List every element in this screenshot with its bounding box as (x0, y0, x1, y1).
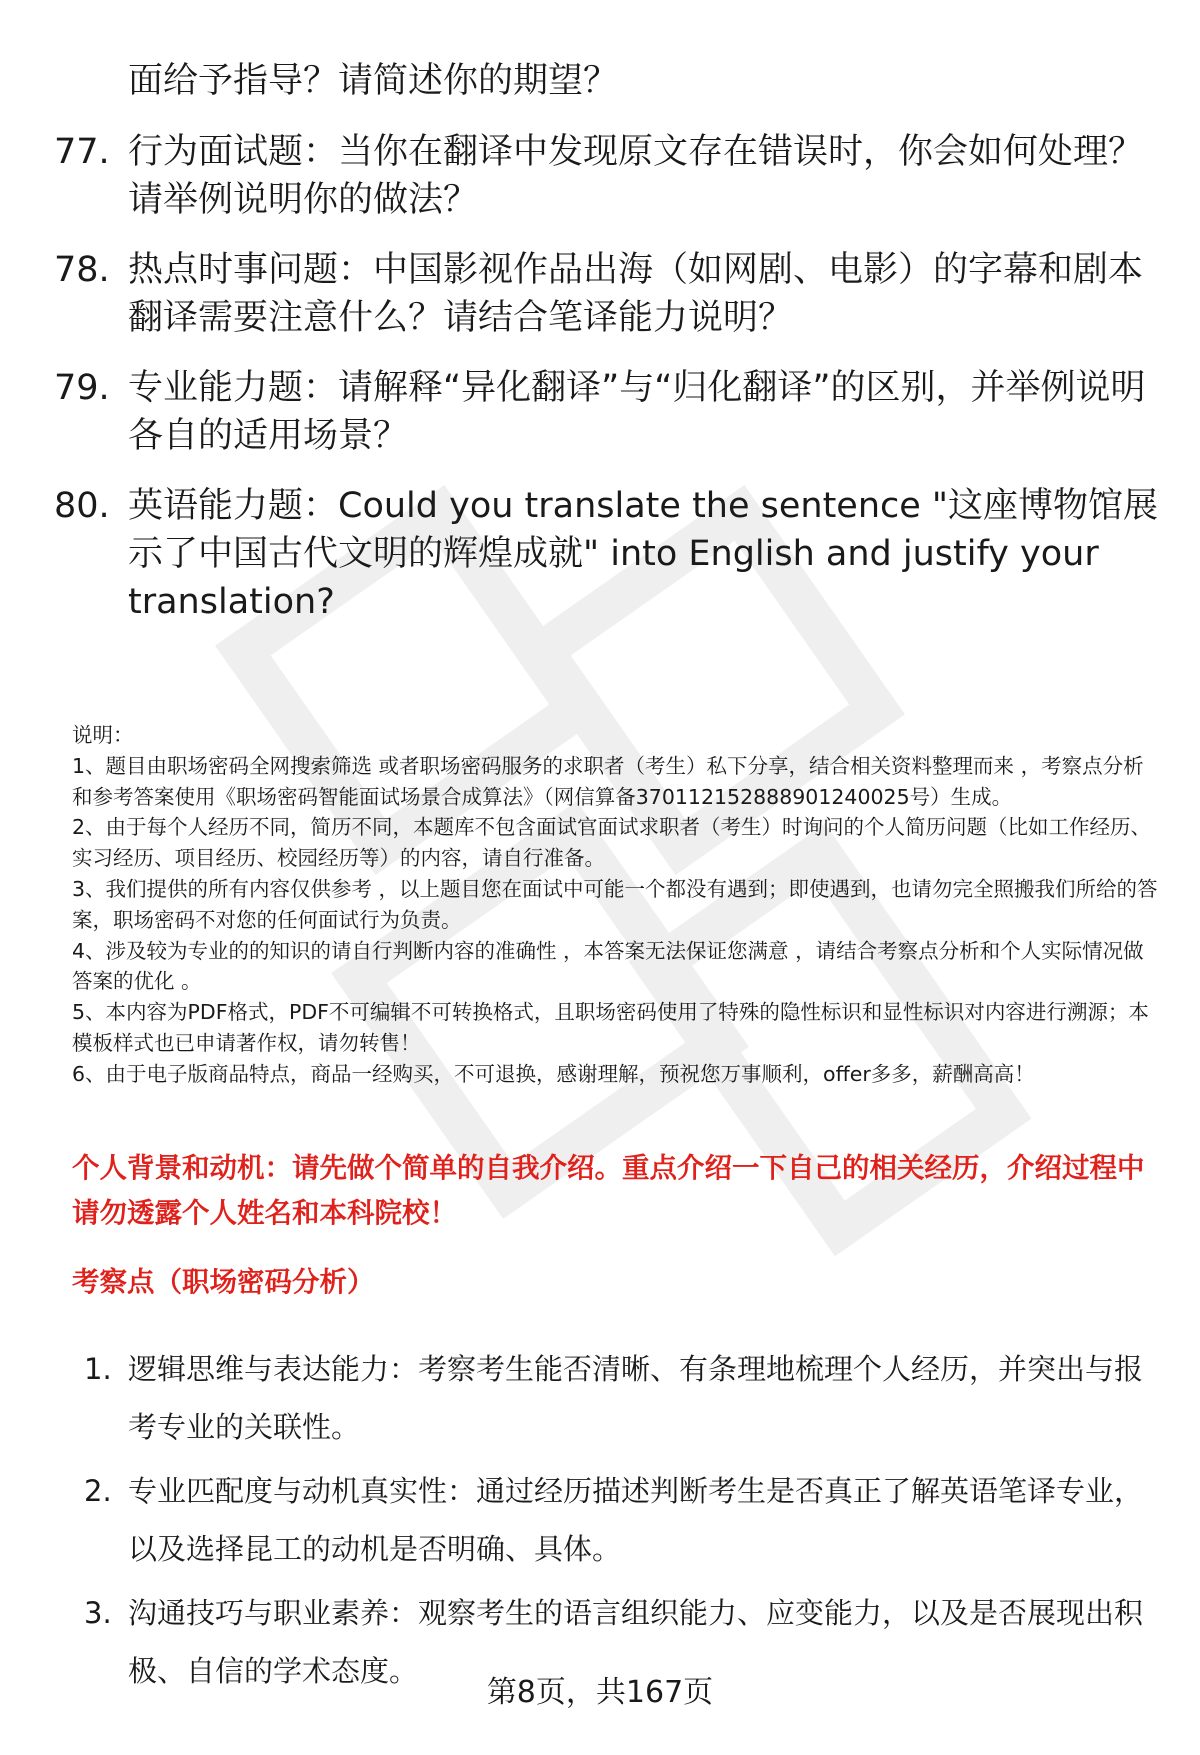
question-text: 热点时事问题：中国影视作品出海（如网剧、电影）的字幕和剧本翻译需要注意什么？请结合笔译能力说明？ (128, 250, 1144, 338)
section-heading: 个人背景和动机：请先做个简单的自我介绍。重点介绍一下自己的相关经历，介绍过程中请勿透露个人姓名和本科院校！ (72, 1152, 1145, 1229)
question-text: 行为面试题：当你在翻译中发现原文存在错误时，你会如何处理？请举例说明你的做法？ (128, 132, 1144, 220)
point-number: 3. (84, 1596, 112, 1630)
question-number: 79. (54, 368, 110, 408)
point-text: 逻辑思维与表达能力：考察考生能否清晰、有条理地梳理个人经历，并突出与报考专业的关联性。 (128, 1352, 1144, 1444)
page-footer: 第8页，共167页 (486, 1675, 714, 1710)
point-text: 沟通技巧与职业素养：观察考生的语言组织能力、应变能力，以及是否展现出积极、自信的学术态度。 (128, 1596, 1144, 1688)
note-item: 5、本内容为PDF格式，PDF不可编辑不可转换格式，且职场密码使用了特殊的隐性标识和显性标识对内容进行溯源；本模板样式也已申请著作权，请勿转售！ (72, 1000, 1149, 1055)
question-text: 英语能力题：Could you translate the sentence "这座博物馆展示了中国古代文明的辉煌成就" into English and justify your translation? (128, 486, 1159, 622)
point-number: 2. (84, 1474, 112, 1508)
question-text: 专业能力题：请解释“异化翻译”与“归化翻译”的区别，并举例说明各自的适用场景？ (128, 368, 1146, 456)
note-item: 4、涉及较为专业的的知识的请自行判断内容的准确性 ，本答案无法保证您满意 ，请结合考察点分析和个人实际情况做答案的优化 。 (72, 938, 1144, 994)
point-number: 1. (84, 1352, 112, 1386)
notes-title: 说明： (72, 723, 134, 747)
question-number: 78. (54, 250, 110, 290)
note-item: 6、由于电子版商品特点，商品一经购买，不可退换，感谢理解，预祝您万事顺利，offer多多，薪酬高高！ (72, 1061, 1035, 1086)
section-subheading: 考察点（职场密码分析） (72, 1266, 375, 1298)
note-item: 2、由于每个人经历不同，简历不同，本题库不包含面试官面试求职者（考生）时询问的个人简历问题（比如工作经历、实习经历、项目经历、校园经历等）的内容，请自行准备。 (72, 815, 1152, 871)
point-text: 专业匹配度与动机真实性：通过经历描述判断考生是否真正了解英语笔译专业，以及选择昆工的动机是否明确、具体。 (128, 1474, 1144, 1566)
notes-block (72, 720, 1162, 1090)
question-number: 77. (54, 132, 110, 172)
question-number: 80. (54, 486, 110, 526)
question-continuation: 面给予指导？请简述你的期望？ (128, 61, 619, 101)
note-item: 3、我们提供的所有内容仅供参考 ，以上题目您在面试中可能一个都没有遇到；即使遇到，也请勿完全照搬我们所给的答案，职场密码不对您的任何面试行为负责。 (72, 876, 1158, 932)
note-item: 1、题目由职场密码全网搜索筛选 或者职场密码服务的求职者（考生）私下分享，结合相关资料整理而来 ，考察点分析和参考答案使用《职场密码智能面试场景合成算法》（网信算备370112152888901240025号）生成。 (72, 753, 1144, 809)
